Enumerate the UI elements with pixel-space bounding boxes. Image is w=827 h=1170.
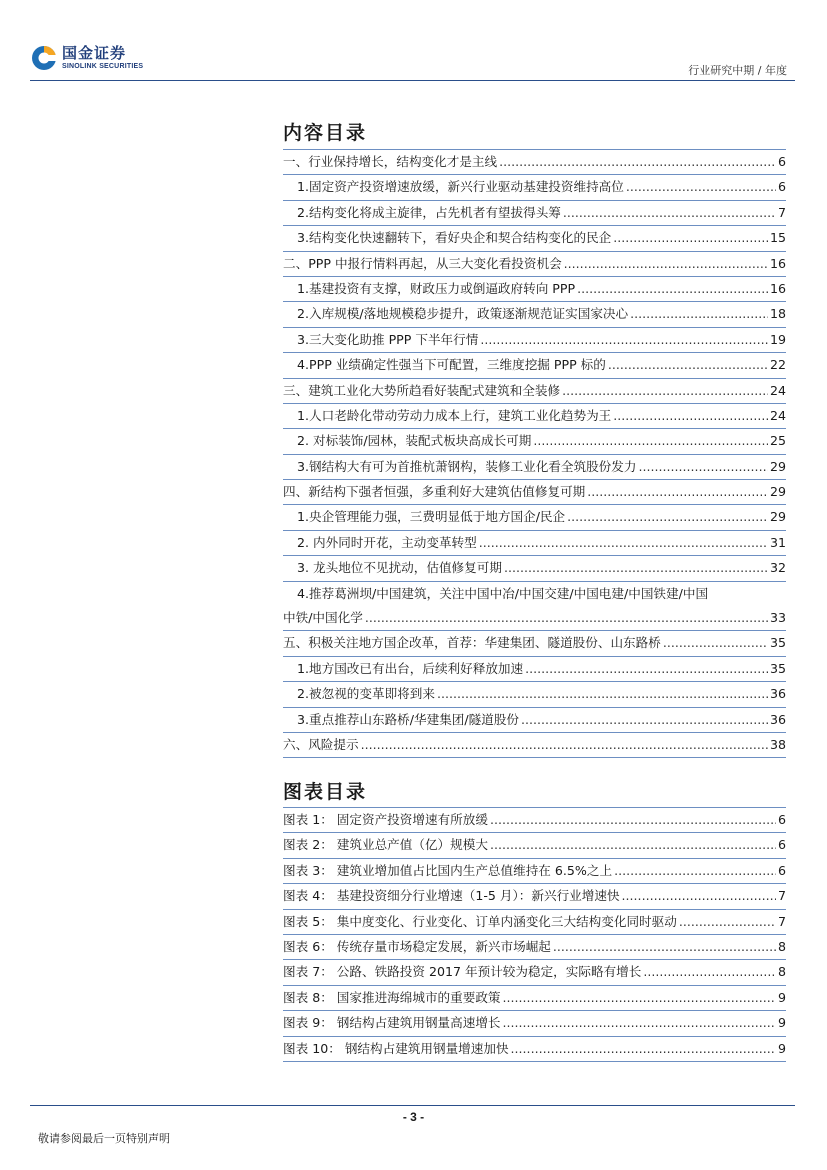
figures-entry-title: 图表 8： 国家推进海绵城市的重要政策 [283,989,501,1005]
figures-entry-title: 图表 5： 集中度变化、行业变化、订单内涵变化三大结构变化同时驱动 [283,913,677,929]
toc-entry-page: 35 [769,635,786,651]
toc-entry-title: 四、新结构下强者恒强，多重利好大建筑估值修复可期 [283,484,586,500]
dot-leader [577,277,768,301]
toc-entry-title: 3. 龙头地位不见扰动，估值修复可期 [297,560,502,576]
toc-entry-page: 33 [769,610,786,626]
figures-entry[interactable] [283,808,786,833]
dot-leader [533,429,768,453]
dot-leader [663,631,768,655]
company-logo [30,44,143,72]
toc-entry-page: 6 [777,154,786,169]
toc-entry[interactable] [283,480,786,505]
toc-entry[interactable] [283,582,786,606]
toc-entry-title: 2.被忽视的变革即将到来 [297,686,435,702]
toc-entry[interactable] [283,150,786,175]
toc-entry[interactable] [283,226,786,251]
figures-entry-page: 7 [777,913,786,929]
dot-leader [511,1037,776,1061]
toc-entry-title: 1.央企管理能力强，三费明显低于地方国企/民企 [297,509,566,525]
toc-entry[interactable] [283,379,786,404]
dot-leader [587,480,768,504]
toc-entry-title: 三、建筑工业化大势所趋看好装配式建筑和全装修 [283,382,561,398]
toc-entry-title: 4.PPP 业绩确定性强当下可配置，三维度挖掘 PPP 标的 [297,357,606,373]
toc-entry-continued[interactable] [283,606,786,631]
toc-entry-title: 2. 对标装饰/园林，装配式板块高成长可期 [297,433,532,449]
toc-entry-title: 2.结构变化将成主旋律，占先机者有望拔得头筹 [297,204,561,220]
dot-leader [563,201,776,225]
figures-entry-page: 8 [777,938,786,954]
dot-leader [480,328,768,352]
dot-leader [525,657,768,681]
toc-entry-page: 38 [769,736,786,752]
toc-entry-page: 31 [769,534,786,550]
logo-chinese-name: 国金证券 [62,44,127,62]
toc-entry-page: 18 [769,306,786,322]
dot-leader [504,556,768,580]
toc-entry-title: 2.入库规模/落地规模稳步提升，政策逐渐规范证实国家决心 [297,306,629,322]
report-type: 行业研究中期 / 年度 [688,64,787,77]
dot-leader [626,175,776,199]
toc-entry-page: 36 [769,686,786,702]
dot-leader [564,252,768,276]
toc-entry-title: 六、风险提示 [283,736,359,752]
dot-leader [608,353,768,377]
figures-entry-page: 8 [777,964,786,980]
logo-english-name: SINOLINK SECURITIES [62,63,144,70]
figures-entry-page: 9 [777,1040,786,1056]
dot-leader [499,150,776,174]
dot-leader [490,833,776,857]
toc-entry-title: 3.钢结构大有可为首推杭萧钢构，装修工业化看全筑股份发力 [297,458,637,474]
contents-list [283,150,786,758]
dot-leader [567,505,768,529]
figures-entry-page: 6 [777,812,786,827]
toc-entry[interactable] [283,505,786,530]
toc-entry[interactable] [283,708,786,733]
toc-entry[interactable] [283,455,786,480]
dot-leader [553,935,776,959]
toc-entry[interactable] [283,302,786,327]
toc-entry-title: 1.地方国改已有出台，后续利好释放加速 [297,660,524,676]
dot-leader [679,910,776,934]
disclaimer: 敬请参阅最后一页特别声明 [38,1132,170,1145]
toc-entry-page: 6 [777,179,786,195]
dot-leader [613,226,768,250]
toc-entry[interactable] [283,252,786,277]
figures-list [283,808,786,1062]
toc-entry[interactable] [283,429,786,454]
toc-entry-title: 1.人口老龄化带动劳动力成本上行，建筑工业化趋势为王 [297,407,612,423]
toc-entry-page: 29 [769,509,786,525]
dot-leader [614,859,776,883]
figures-entry-page: 6 [777,862,786,878]
toc-entry-title: 二、PPP 中报行情料再起，从三大变化看投资机会 [283,255,562,271]
toc-entry-page: 15 [769,230,786,246]
figures-entry-title: 图表 9： 钢结构占建筑用钢量高速增长 [283,1015,501,1031]
toc-entry-page: 35 [769,660,786,676]
toc-entry-page: 25 [769,433,786,449]
figures-entry-title: 图表 3： 建筑业增加值占比国内生产总值维持在 6.5%之上 [283,862,613,878]
figures-entry-page: 9 [777,989,786,1005]
toc-entry-title: 3.三大变化助推 PPP 下半年行情 [297,331,479,347]
figures-entry-page: 7 [777,888,786,904]
toc-entry-title: 五、积极关注地方国企改革，首荐：华建集团、隧道股份、山东路桥 [283,635,661,651]
figures-entry[interactable] [283,910,786,935]
toc-title: 内容目录 [283,122,368,144]
figures-entry-page: 9 [777,1015,786,1031]
toc-entry[interactable] [283,556,786,581]
page-header [0,0,827,80]
toc-entry-title: 3.结构变化快速翻转下，看好央企和契合结构变化的民企 [297,230,612,246]
toc-entry[interactable] [283,277,786,302]
figures-entry[interactable] [283,833,786,858]
figures-entry-page: 6 [777,837,786,853]
toc-entry-page: 16 [769,255,786,271]
toc-entry-title-continued: 中铁/中国化学 [283,610,363,626]
dot-leader [630,302,768,326]
toc-entry-title: 3.重点推荐山东路桥/华建集团/隧道股份 [297,711,520,727]
footer-divider [30,1105,795,1106]
toc-entry[interactable] [283,631,786,656]
toc-entry[interactable] [283,175,786,200]
figures-entry-title: 图表 7： 公路、铁路投资 2017 年预计较为稳定，实际略有增长 [283,964,642,980]
dot-leader [365,606,768,630]
figures-entry-title: 图表 6： 传统存量市场稳定发展，新兴市场崛起 [283,938,551,954]
figures-entry-title: 图表 4： 基建投资细分行业增速（1-5 月）：新兴行业增速快 [283,888,620,904]
dot-leader [613,404,768,428]
toc-entry[interactable] [283,531,786,556]
figures-entry-title: 图表 10： 钢结构占建筑用钢量增速加快 [283,1040,509,1056]
figures-entry-title: 图表 1： 固定资产投资增速有所放缓 [283,812,488,827]
figures-entry[interactable] [283,960,786,985]
toc-entry-title: 4.推荐葛洲坝/中国建筑，关注中国中冶/中国交建/中国电建/中国铁建/中国 [297,585,709,601]
toc-entry-title: 1.基建投资有支撑，财政压力或倒逼政府转向 PPP [297,280,576,296]
dot-leader [503,1011,776,1035]
toc-entry[interactable] [283,404,786,429]
toc-entry-page: 29 [769,458,786,474]
dot-leader [361,733,768,757]
dot-leader [562,379,768,403]
dot-leader [490,808,776,832]
dot-leader [437,682,768,706]
toc-entry-page: 29 [769,484,786,500]
toc-entry[interactable] [283,201,786,226]
figures-entry[interactable] [283,859,786,884]
figures-entry[interactable] [283,986,786,1011]
toc-entry[interactable] [283,353,786,378]
toc-entry-page: 36 [769,711,786,727]
toc-entry-page: 7 [777,204,786,220]
toc-entry-page: 32 [769,560,786,576]
dot-leader [638,455,768,479]
toc-entry-page: 24 [769,407,786,423]
toc-entry-title: 一、行业保持增长，结构变化才是主线 [283,154,498,169]
figures-entry[interactable] [283,935,786,960]
toc-entry-page: 16 [769,280,786,296]
figures-title: 图表目录 [283,781,368,803]
toc-entry[interactable] [283,733,786,758]
logo-mark-icon [30,44,58,72]
toc-entry-title: 2. 内外同时开花，主动变革转型 [297,534,477,550]
figures-entry[interactable] [283,1037,786,1062]
figures-entry[interactable] [283,1011,786,1036]
toc-entry[interactable] [283,328,786,353]
toc-entry[interactable] [283,682,786,707]
dot-leader [503,986,776,1010]
dot-leader [622,884,776,908]
toc-entry-page: 24 [769,382,786,398]
toc-entry-page: 22 [769,357,786,373]
dot-leader [643,960,776,984]
toc-entry-page: 19 [769,331,786,347]
header-divider [30,80,795,81]
figures-entry-title: 图表 2： 建筑业总产值（亿）规模大 [283,837,488,853]
dot-leader [521,708,768,732]
page-number: - 3 - [402,1110,425,1124]
dot-leader [479,531,768,555]
figures-entry[interactable] [283,884,786,909]
toc-entry-title: 1.固定资产投资增速放缓，新兴行业驱动基建投资维持高位 [297,179,624,195]
toc-entry[interactable] [283,657,786,682]
